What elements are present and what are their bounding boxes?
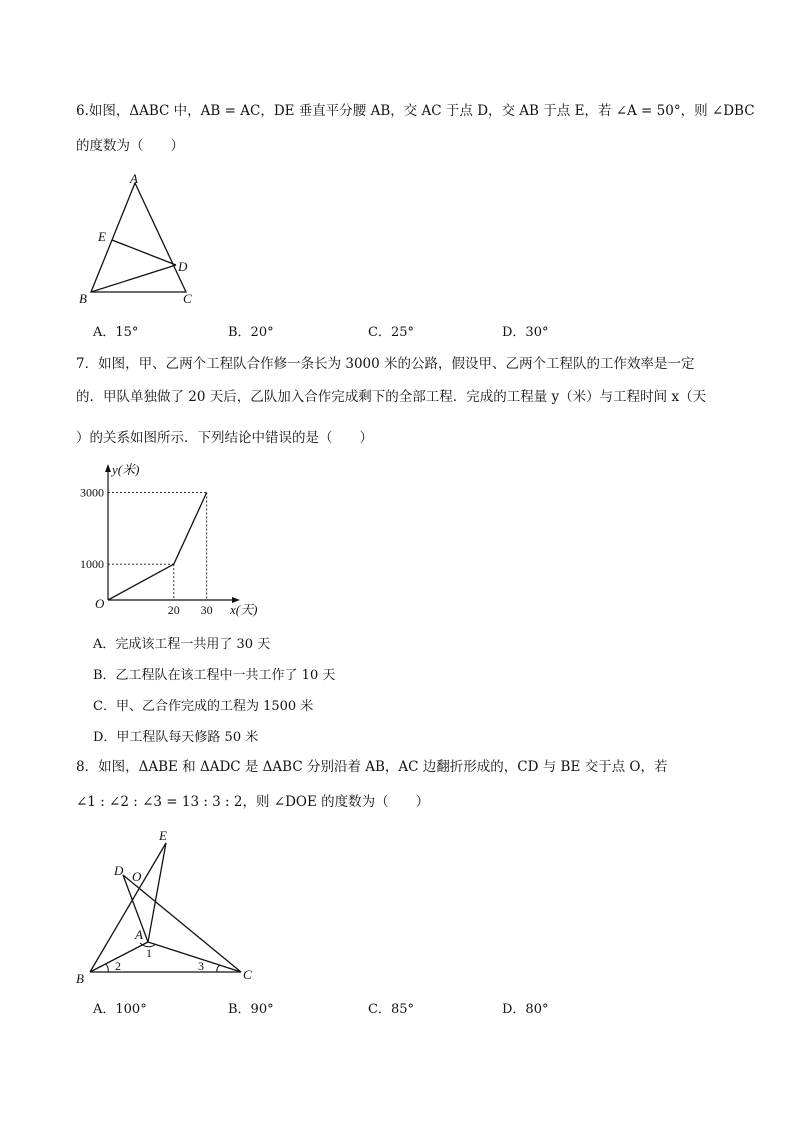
- label-e: E: [98, 229, 106, 244]
- series-line: [108, 493, 207, 600]
- angle-1-label: 1: [146, 946, 152, 960]
- q7-line-chart: [70, 460, 280, 620]
- y-axis-arrow: [105, 464, 111, 472]
- q8-stem-line2: ∠1 : ∠2 : ∠3 = 13 : 3 : 2，则 ∠DOE 的度数为（ ）: [76, 794, 430, 810]
- q7-option-c: C．甲、乙合作完成的工程为 1500 米: [93, 699, 314, 714]
- q6-stem-line2: 的度数为（ ）: [76, 138, 184, 154]
- q7-stem-line2: 的．甲队单独做了 20 天后，乙队加入合作完成剩下的全部工程．完成的工程量 y（米）与工程时间 x（天: [76, 389, 707, 405]
- segment-bd: [91, 265, 176, 292]
- q6-option-a: A．15°: [93, 325, 139, 340]
- q6-option-c: C．25°: [368, 325, 414, 340]
- q6-triangle-figure: [70, 170, 210, 310]
- label-c: C: [243, 967, 252, 982]
- q6-option-d: D．30°: [502, 325, 549, 340]
- q6-stem-line1: 6.如图，ΔABC 中，AB = AC，DE 垂直平分腰 AB，交 AC 于点 D，交 AB 于点 E，若 ∠A = 50°，则 ∠DBC: [76, 103, 755, 119]
- origin-label: O: [95, 596, 105, 611]
- q7-option-a: A．完成该工程一共用了 30 天: [93, 637, 271, 652]
- q6-option-b: B．20°: [228, 325, 274, 340]
- label-d: D: [114, 863, 124, 878]
- q7-option-d: D．甲工程队每天修路 50 米: [93, 730, 259, 745]
- segment-de: [112, 240, 176, 265]
- angle-3-label: 3: [198, 959, 204, 973]
- q7-stem-line1: 7．如图，甲、乙两个工程队合作修一条长为 3000 米的公路，假设甲、乙两个工程队的工作效率是一定: [76, 356, 695, 372]
- y-axis-label: y(米): [112, 462, 140, 477]
- angle-3-arc: [217, 965, 220, 972]
- label-d: D: [178, 259, 188, 274]
- q7-stem-line3: ）的关系如图所示．下列结论中错误的是（ ）: [76, 430, 373, 446]
- label-b: B: [76, 971, 84, 986]
- q8-option-a: A．100°: [93, 1002, 147, 1017]
- label-a: A: [135, 927, 143, 942]
- x-axis-label: x(天): [230, 602, 258, 617]
- label-a: A: [130, 171, 138, 186]
- q8-option-c: C．85°: [368, 1002, 414, 1017]
- label-o: O: [132, 869, 142, 884]
- segment-ac: [148, 942, 241, 972]
- q7-option-b: B．乙工程队在该工程中一共工作了 10 天: [93, 668, 336, 683]
- label-c: C: [183, 291, 192, 306]
- q8-stem-line1: 8．如图，ΔABE 和 ΔADC 是 ΔABC 分别沿着 AB，AC 边翻折形成的，CD 与 BE 交于点 O，若: [76, 759, 668, 775]
- q8-option-d: D．80°: [502, 1002, 549, 1017]
- q8-fold-figure: [70, 822, 260, 987]
- x-tick-label: 20: [167, 603, 180, 617]
- angle-2-arc: [106, 964, 108, 972]
- label-b: B: [79, 291, 87, 306]
- x-tick-label: 30: [200, 603, 213, 617]
- label-e: E: [159, 828, 167, 843]
- angle-2-label: 2: [115, 959, 121, 973]
- y-tick-label: 1000: [80, 557, 104, 572]
- q8-option-b: B．90°: [228, 1002, 274, 1017]
- y-tick-label: 3000: [80, 485, 104, 500]
